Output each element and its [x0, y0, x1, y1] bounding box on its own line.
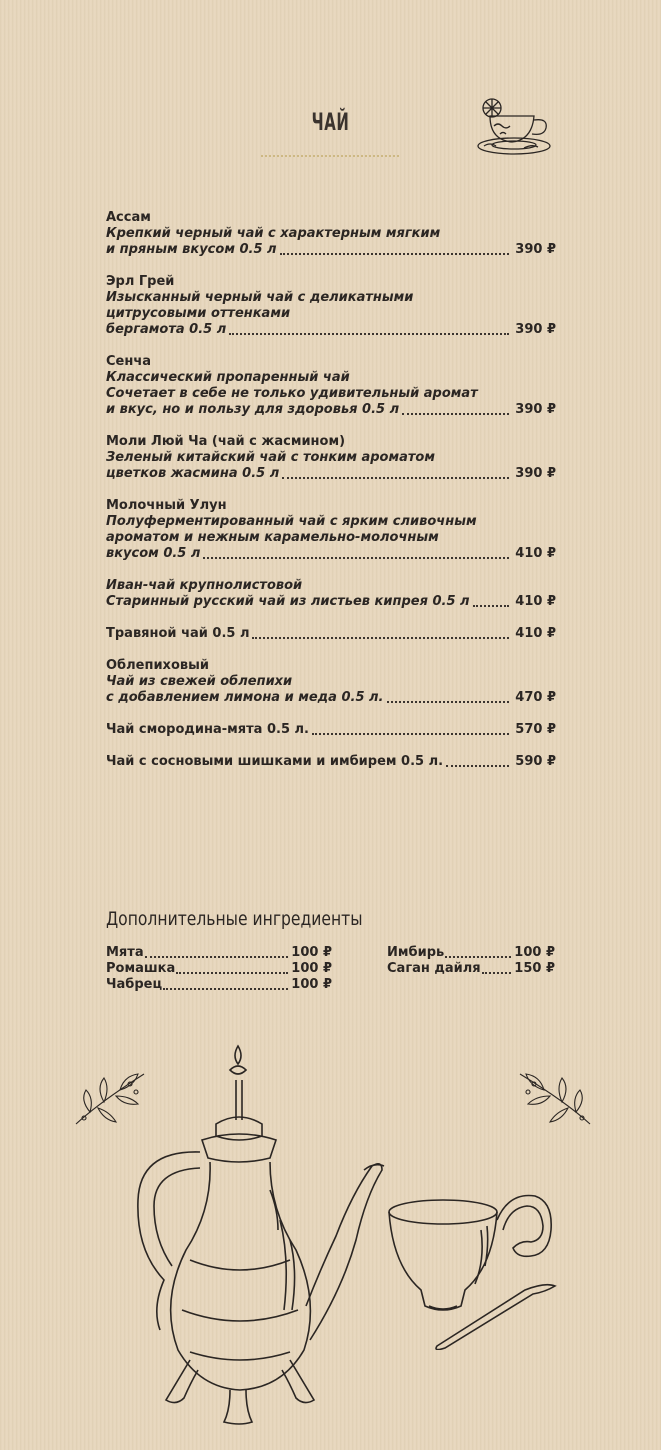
dot-leader: [176, 972, 288, 974]
item-price: 390 ₽: [515, 242, 556, 257]
menu-item: [106, 354, 556, 418]
item-price: 570 ₽: [515, 722, 556, 737]
extra-price: 100 ₽: [514, 945, 555, 960]
item-last-line: [106, 322, 556, 338]
item-last-text: и пряным вкусом 0.5 л: [106, 242, 277, 257]
teacup-illustration: [385, 1190, 560, 1350]
item-price: 390 ₽: [515, 402, 556, 417]
item-price: 410 ₽: [515, 546, 556, 561]
item-last-text: Чай с сосновыми шишками и имбирем 0.5 л.: [106, 754, 444, 769]
teacup-with-lemon-icon: [474, 96, 554, 160]
extra-item: [106, 977, 332, 993]
dot-leader: [203, 557, 509, 559]
item-price: 590 ₽: [515, 754, 556, 769]
item-name: Облепиховый: [106, 658, 209, 673]
dot-leader: [282, 477, 509, 479]
item-description: цитрусовыми оттенками: [106, 306, 291, 321]
item-last-line: [106, 242, 556, 258]
dot-leader: [473, 605, 510, 607]
item-name: Эрл Грей: [106, 274, 175, 289]
extra-item: [387, 945, 555, 961]
item-price: 410 ₽: [515, 594, 556, 609]
tea-menu: [106, 210, 556, 786]
item-description: Полуферментированный чай с ярким сливочным: [106, 514, 477, 529]
extras-list-right: [387, 945, 555, 977]
item-name: Молочный Улун: [106, 498, 227, 513]
dot-leader: [229, 333, 509, 335]
item-last-text: вкусом 0.5 л: [106, 546, 201, 561]
item-last-line: [106, 402, 556, 418]
item-last-line: [106, 626, 556, 642]
dot-leader: [163, 988, 288, 990]
item-last-line: [106, 466, 556, 482]
menu-item: [106, 658, 556, 706]
extra-name: Мята: [106, 945, 144, 960]
extra-price: 100 ₽: [291, 945, 332, 960]
item-description: Сочетает в себе не только удивительный аромат: [106, 386, 478, 401]
extra-name: Ромашка: [106, 961, 176, 976]
item-description: Крепкий черный чай с характерным мягким: [106, 226, 441, 241]
item-description: Классический пропаренный чай: [106, 370, 350, 385]
item-last-line: [106, 594, 556, 610]
extra-price: 150 ₽: [514, 961, 555, 976]
item-last-line: [106, 722, 556, 738]
dot-leader: [145, 956, 289, 958]
menu-item: [106, 722, 556, 738]
extra-name: Саган дайля: [387, 961, 481, 976]
item-price: 470 ₽: [515, 690, 556, 705]
teapot-illustration: [120, 1040, 398, 1430]
item-last-text: и вкус, но и пользу для здоровья 0.5 л: [106, 402, 400, 417]
item-name: Ассам: [106, 210, 151, 225]
dot-leader: [280, 253, 510, 255]
item-last-text: с добавлением лимона и меда 0.5 л.: [106, 690, 384, 705]
extra-item: [106, 961, 332, 977]
menu-item: [106, 626, 556, 642]
menu-item: [106, 210, 556, 258]
dot-leader: [446, 765, 509, 767]
item-description: Зеленый китайский чай с тонким ароматом: [106, 450, 435, 465]
item-last-line: [106, 690, 556, 706]
item-last-text: бергамота 0.5 л: [106, 322, 227, 337]
menu-item: [106, 498, 556, 562]
dot-leader: [482, 972, 512, 974]
dot-leader: [387, 701, 510, 703]
dot-leader: [312, 733, 509, 735]
extra-item: [387, 961, 555, 977]
item-last-text: Чай смородина-мята 0.5 л.: [106, 722, 309, 737]
item-price: 410 ₽: [515, 626, 556, 641]
item-description: ароматом и нежным карамельно-молочным: [106, 530, 439, 545]
page-title: ЧАЙ: [311, 108, 350, 136]
item-last-text: Старинный русский чай из листьев кипрея 0.5 л: [106, 594, 470, 609]
menu-item: [106, 578, 556, 610]
item-price: 390 ₽: [515, 322, 556, 337]
item-name: Сенча: [106, 354, 152, 369]
item-name: Иван-чай крупнолистовой: [106, 578, 303, 593]
extras-heading: Дополнительные ингредиенты: [106, 908, 363, 930]
menu-item: [106, 274, 556, 338]
item-description: Изысканный черный чай с деликатными: [106, 290, 414, 305]
extra-item: [106, 945, 332, 961]
extra-price: 100 ₽: [291, 961, 332, 976]
menu-item: [106, 434, 556, 482]
dot-leader: [445, 956, 511, 958]
extras-list-left: [106, 945, 332, 993]
extra-name: Имбирь: [387, 945, 445, 960]
extra-name: Чабрец: [106, 977, 163, 992]
dot-leader: [402, 413, 509, 415]
menu-item: [106, 754, 556, 770]
extra-price: 100 ₽: [291, 977, 332, 992]
item-last-text: Травяной чай 0.5 л: [106, 626, 250, 641]
herb-branch-icon: [512, 1062, 596, 1130]
item-last-text: цветков жасмина 0.5 л: [106, 466, 280, 481]
title-divider: [261, 155, 399, 157]
item-name: Моли Люй Ча (чай с жасмином): [106, 434, 346, 449]
item-description: Чай из свежей облепихи: [106, 674, 293, 689]
item-last-line: [106, 546, 556, 562]
dot-leader: [252, 637, 509, 639]
item-last-line: [106, 754, 556, 770]
item-price: 390 ₽: [515, 466, 556, 481]
